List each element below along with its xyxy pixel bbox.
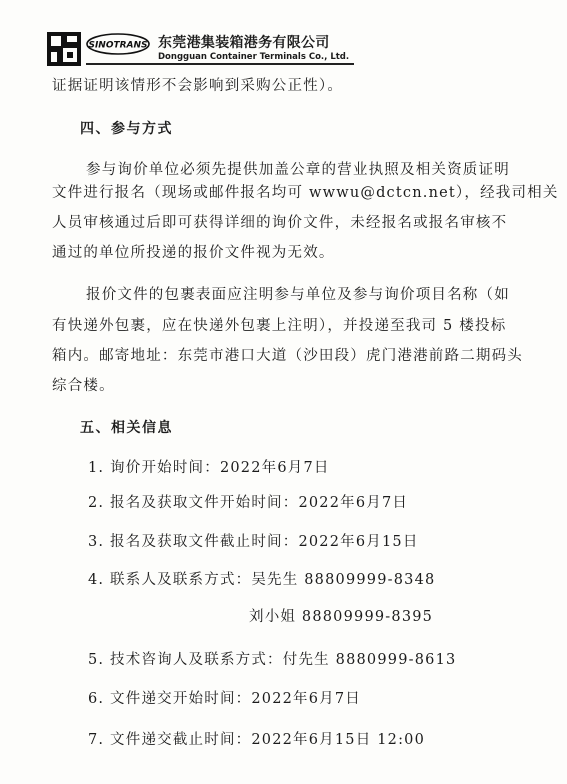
paragraph-line: 人员审核通过后即可获得详细的询价文件，未经报名或报名审核不 xyxy=(52,215,508,231)
paragraph-line: 文件进行报名（现场或邮件报名均可 wwwu@dctcn.net），经我司相关 xyxy=(52,185,559,201)
letterhead xyxy=(0,0,567,70)
paragraph-line: 报价文件的包裹表面应注明参与单位及参与询价项目名称（如 xyxy=(86,287,510,303)
paragraph-line: 通过的单位所投递的报价文件视为无效。 xyxy=(52,245,335,261)
section-heading: 四、参与方式 xyxy=(80,121,173,137)
sinotrans-logo xyxy=(86,33,150,55)
info-item-continuation: 刘小姐 88809999-8395 xyxy=(249,609,434,625)
paragraph-line: 参与询价单位必须先提供加盖公章的营业执照及相关资质证明 xyxy=(86,162,510,178)
info-item: 1. 询价开始时间：2022年6月7日 xyxy=(88,460,330,476)
paragraph-line: 综合楼。 xyxy=(52,378,115,394)
company-name-cn: 东莞港集装箱港务有限公司 xyxy=(158,35,330,51)
info-item: 6. 文件递交开始时间：2022年6月7日 xyxy=(88,691,361,707)
paragraph-line: 有快递外包裹，应在快递外包裹上注明），并投递至我司 5 楼投标 xyxy=(52,318,507,334)
info-item: 4. 联系人及联系方式：吴先生 88809999-8348 xyxy=(88,572,436,588)
header-divider xyxy=(86,63,354,65)
logo-text: SINOTRANS xyxy=(88,40,148,51)
section-heading: 五、相关信息 xyxy=(80,420,173,436)
info-item: 2. 报名及获取文件开始时间：2022年6月7日 xyxy=(88,495,409,511)
paragraph-line: 证据证明该情形不会影响到采购公正性）。 xyxy=(52,78,344,94)
company-logo-icon xyxy=(47,32,81,66)
info-item: 5. 技术咨询人及联系方式：付先生 8880999-8613 xyxy=(88,652,457,668)
paragraph-line: 箱内。邮寄地址：东莞市港口大道（沙田段）虎门港港前路二期码头 xyxy=(52,348,523,364)
info-item: 7. 文件递交截止时间：2022年6月15日 12:00 xyxy=(88,732,426,748)
company-name-en: Dongguan Container Terminals Co., Ltd. xyxy=(158,52,350,62)
info-item: 3. 报名及获取文件截止时间：2022年6月15日 xyxy=(88,534,419,550)
